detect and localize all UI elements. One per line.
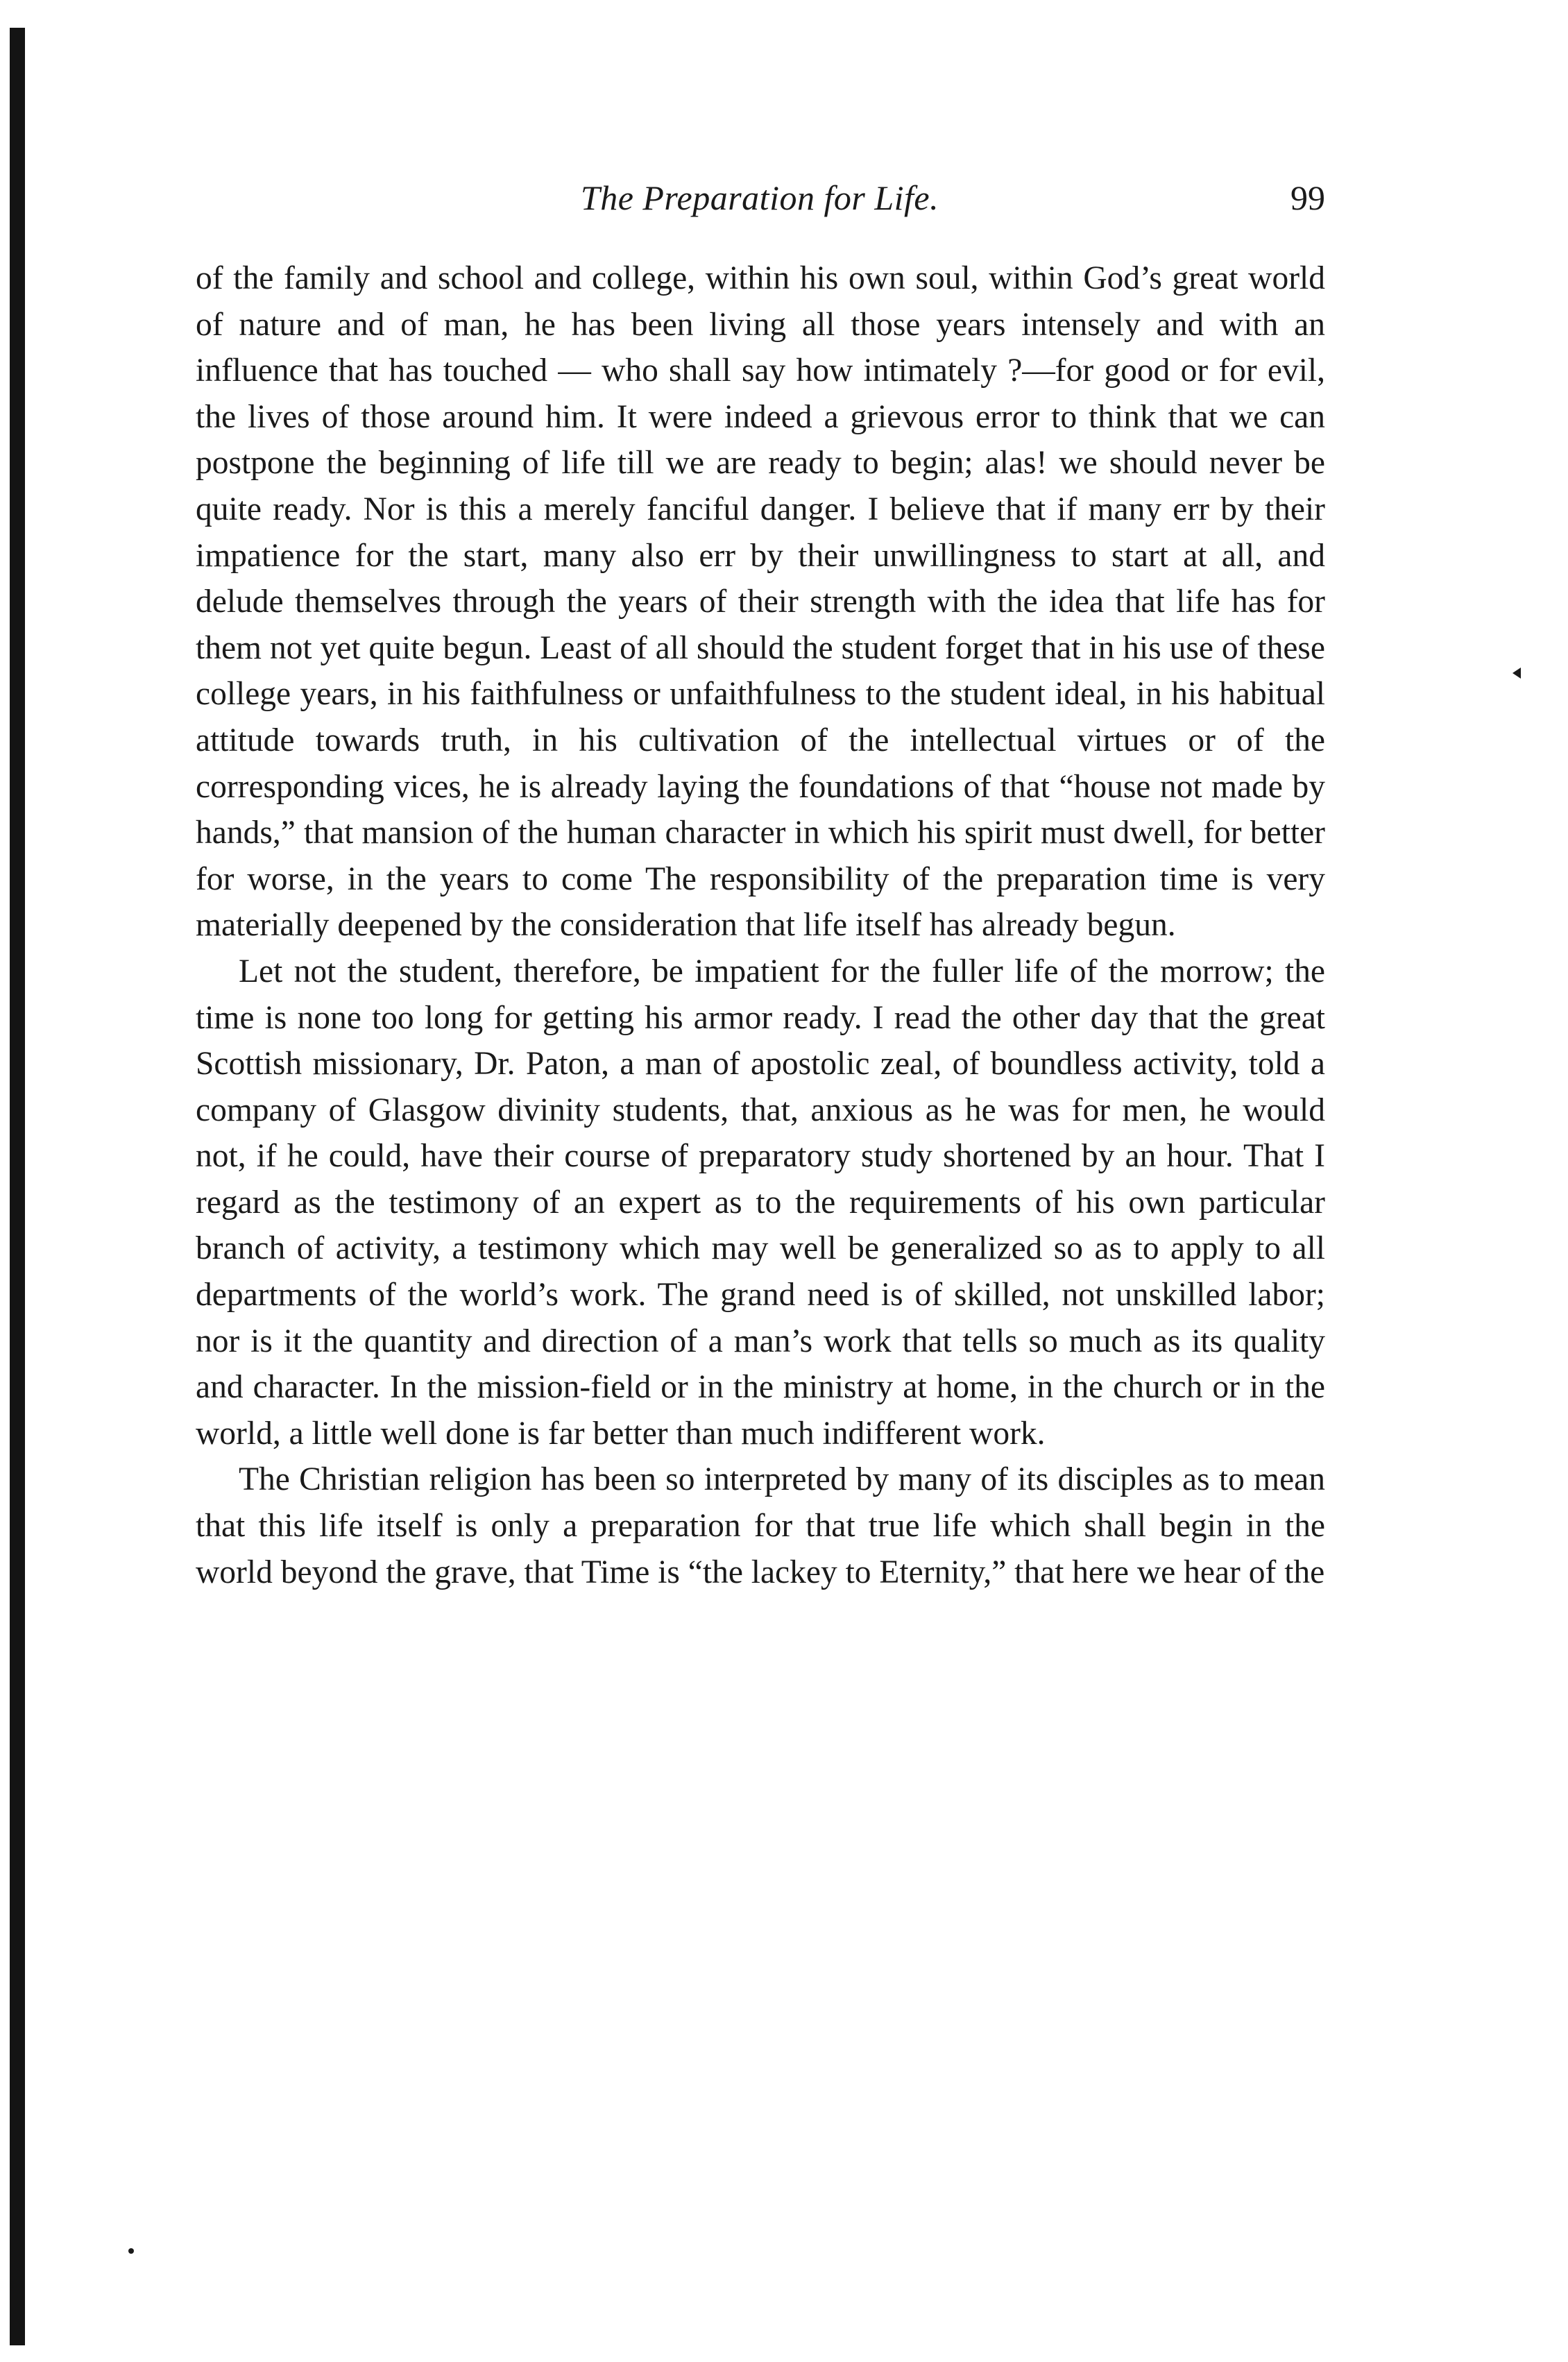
paragraph-3: The Christian religion has been so interpreted by many of its disciples as to mean that this life itself is only a preparation for that true life which shall begin in the world beyond the grave, that Time is “the lackey to Eternity,” that here we hear of the: [196, 1461, 1325, 1590]
page-number: 99: [1290, 178, 1325, 217]
margin-mark: [1512, 668, 1521, 679]
paragraph-2: Let not the student, therefore, be impatient for the fuller life of the morrow; the time is none too long for getting his armor ready. I read the other day that the great Scottish missionary, Dr. Paton, a man of apostolic zeal, of boundless activity, told a company of Glasgow divinity students, that, anxious as he was for men, he would not, if he could, have their course of preparatory study shortened by an hour. That I regard as the testimony of an expert as to the requirements of his own particular branch of activity, a testimony which may well be generalized so as to apply to all departments of the world’s work. The grand need is of skilled, not unskilled labor; nor is it the quantity and direction of a man’s work that tells so much as its quality and character. In the mission-field or in the ministry at home, in the church or in the world, a little well done is far better than much indifferent work.: [196, 953, 1325, 1452]
paragraph-1: of the family and school and college, within his own soul, within God’s great world of nature and of man, he has been living all those years intensely and with an influence that has touched — who shall say how intimately ?—for good or for evil, the lives of those around him. It were indeed a grievous error to think that we can postpone the beginning of life till we are ready to begin; alas! we should never be quite ready. Nor is this a merely fanciful danger. I believe that if many err by their impatience for the start, many also err by their unwillingness to start at all, and delude themselves through the years of their strength with the idea that life has for them not yet quite begun. Least of all should the student forget that in his use of these college years, in his faithfulness or unfaithfulness to the student ideal, in his habitual attitude towards truth, in his cultivation of the intellectual virtues or of the corresponding vices, he is already laying the foundations of that “house not made by hands,” that mansion of the human character in which his spirit must dwell, for better for worse, in the years to come The responsibility of the preparation time is very materially deepened by the consideration that life itself has already begun.: [196, 260, 1325, 944]
margin-dot: [128, 2248, 134, 2254]
page-header: [194, 170, 1325, 226]
body-text: [196, 255, 1325, 1595]
running-title: The Preparation for Life.: [580, 178, 939, 217]
book-spine-shadow: [10, 28, 25, 2345]
